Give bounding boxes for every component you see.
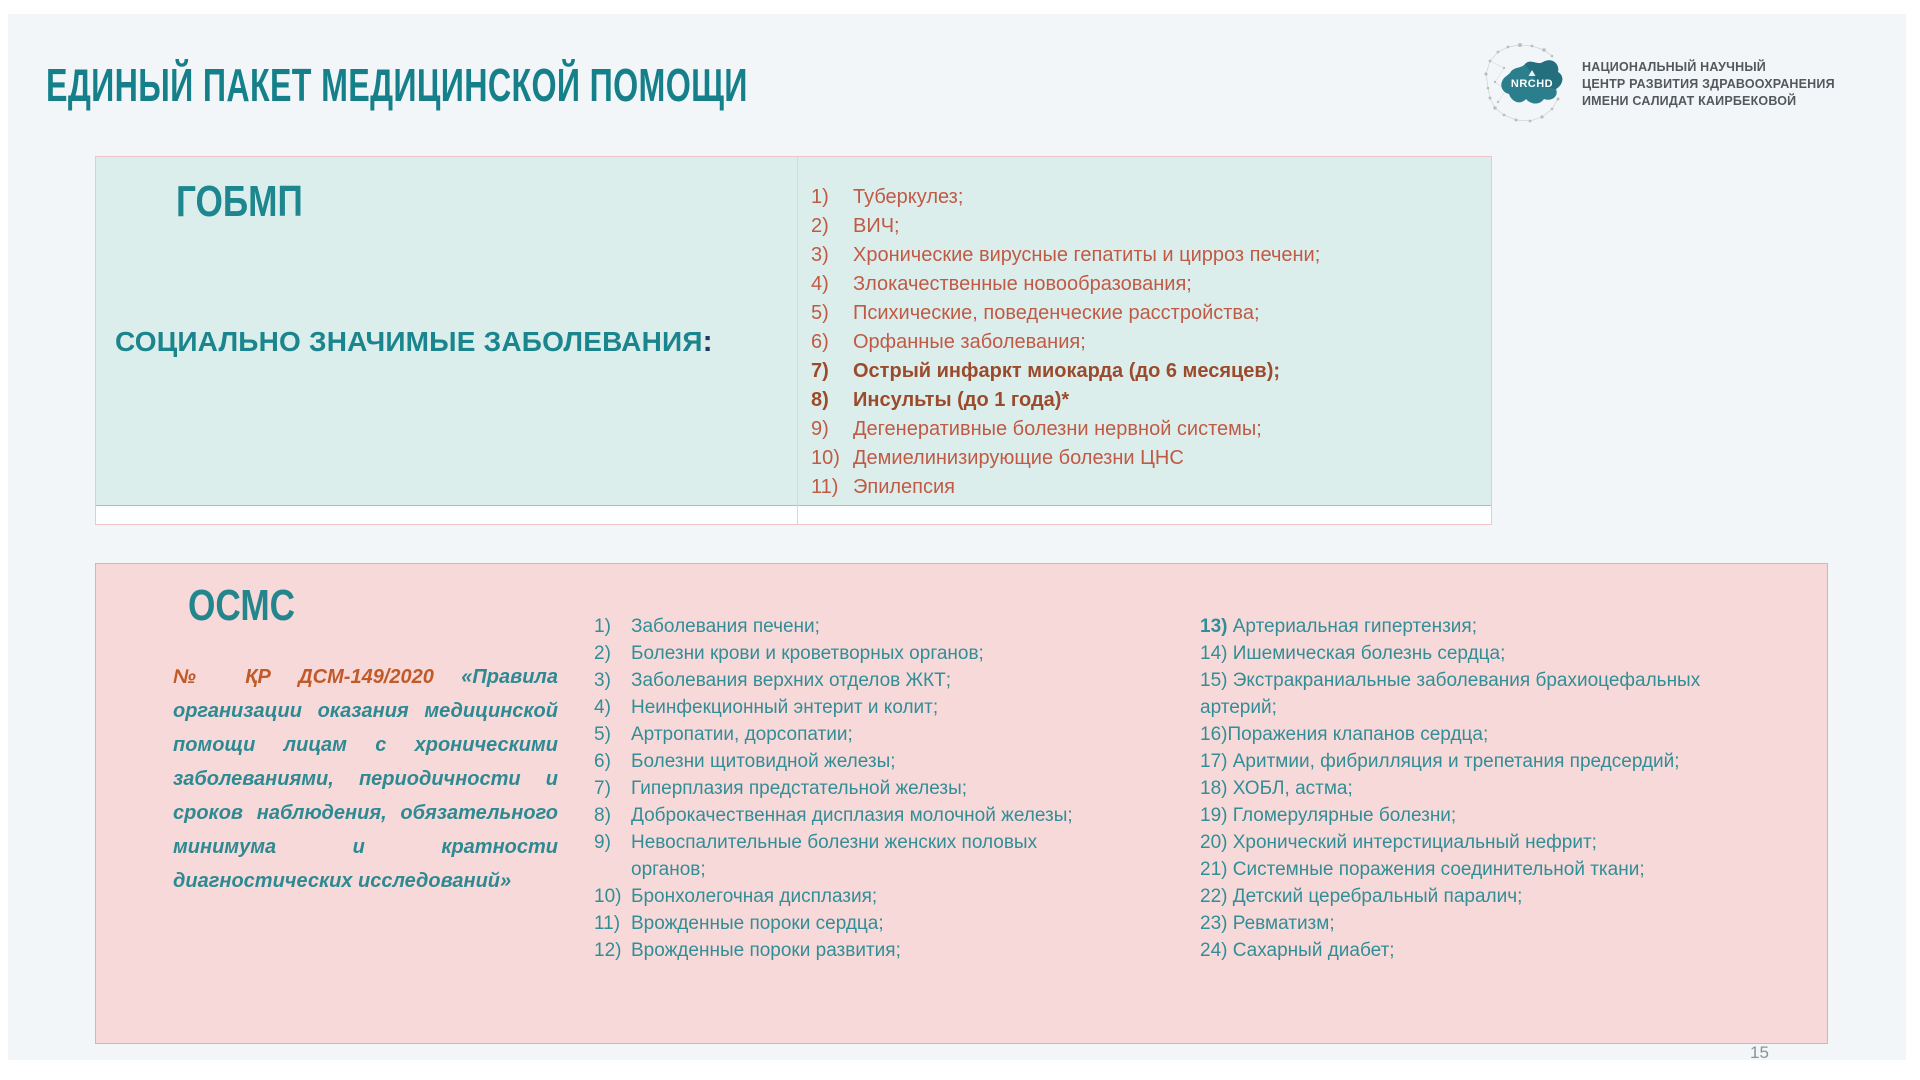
- logo-acronym: NRCHD: [1510, 78, 1554, 90]
- list-item: [811, 386, 1476, 415]
- list-item-text: Острый инфаркт миокарда (до 6 месяцев);: [853, 360, 1281, 382]
- list-item-text: Врожденные пороки развития;: [631, 940, 901, 961]
- list-item-text: Демиелинизирующие болезни ЦНС: [853, 447, 1184, 469]
- list-item-text: Заболевания печени;: [631, 616, 820, 637]
- list-item-number: 5): [811, 302, 829, 324]
- list-item: [811, 241, 1476, 270]
- list-item: [1200, 829, 1720, 856]
- list-item: [1200, 856, 1720, 883]
- gobmp-column-divider: [797, 157, 798, 524]
- list-item: [1200, 667, 1720, 721]
- list-item-number: 23): [1200, 913, 1228, 934]
- list-item: [1200, 640, 1720, 667]
- list-item: [594, 910, 1091, 937]
- list-item-number: 9): [594, 832, 611, 853]
- gobmp-subheader-colon: :: [702, 325, 713, 358]
- list-item: [594, 883, 1091, 910]
- list-item-number: 9): [811, 418, 829, 440]
- org-name-line: НАЦИОНАЛЬНЫЙ НАУЧНЫЙ: [1582, 59, 1766, 74]
- gobmp-box-main: [96, 157, 1491, 505]
- list-item-text: Психические, поведенческие расстройства;: [853, 302, 1260, 324]
- list-item-text: Гиперплазия предстательной железы;: [631, 778, 967, 799]
- list-item: [811, 299, 1476, 328]
- list-item-text: ВИЧ;: [853, 215, 900, 237]
- osms-regulation: [173, 660, 558, 898]
- list-item: [594, 829, 1091, 883]
- list-item-number: 3): [594, 670, 611, 691]
- list-item: [1200, 910, 1720, 937]
- list-item-text: Болезни щитовидной железы;: [631, 751, 896, 772]
- list-item-number: 6): [811, 331, 829, 353]
- list-item-number: 8): [594, 805, 611, 826]
- list-item: [1200, 937, 1720, 964]
- list-item-text: Болезни крови и кроветворных органов;: [631, 643, 984, 664]
- list-item-number: 11): [811, 476, 839, 498]
- org-name: [1582, 59, 1835, 110]
- list-item-number: 14): [1200, 643, 1228, 664]
- list-item: [811, 270, 1476, 299]
- list-item-number: 10): [811, 447, 840, 469]
- list-item-number: 7): [811, 360, 829, 382]
- list-item: [1200, 802, 1720, 829]
- org-name-line: ИМЕНИ САЛИДАТ КАИРБЕКОВОЙ: [1582, 93, 1797, 108]
- list-item: [594, 937, 1091, 964]
- osms-disease-list-13-24: [1200, 613, 1720, 964]
- list-item: [594, 667, 1091, 694]
- list-item-number: 4): [594, 697, 611, 718]
- org-logo: [1480, 42, 1835, 126]
- list-item-text: Невоспалительные болезни женских половых органов;: [631, 832, 1038, 880]
- gobmp-subheader: [115, 325, 713, 359]
- list-item-number: 15): [1200, 670, 1228, 691]
- list-item-text: Доброкачественная дисплазия молочной железы;: [631, 805, 1073, 826]
- slide-background: [8, 14, 1906, 1060]
- list-item-number: 20): [1200, 832, 1228, 853]
- list-item-number: 10): [594, 886, 622, 907]
- list-item-text: Врожденные пороки сердца;: [631, 913, 884, 934]
- list-item-text: Заболевания верхних отделов ЖКТ;: [631, 670, 952, 691]
- list-item-number: 7): [594, 778, 611, 799]
- list-item-number: 22): [1200, 886, 1228, 907]
- page-number: 15: [1750, 1043, 1769, 1062]
- gobmp-disease-list: [811, 183, 1476, 502]
- list-item-number: 12): [594, 940, 622, 961]
- list-item-text: Бронхолегочная дисплазия;: [631, 886, 878, 907]
- list-item-text: Гломерулярные болезни;: [1227, 805, 1457, 826]
- list-item: [1200, 883, 1720, 910]
- org-name-line: ЦЕНТР РАЗВИТИЯ ЗДРАВООХРАНЕНИЯ: [1582, 76, 1835, 91]
- list-item-text: Орфанные заболевания;: [853, 331, 1086, 353]
- list-item-number: 1): [811, 186, 829, 208]
- list-item: [1200, 613, 1720, 640]
- list-item-text: Детский церебральный паралич;: [1227, 886, 1523, 907]
- list-item-number: 4): [811, 273, 829, 295]
- gobmp-subheader-text: СОЦИАЛЬНО ЗНАЧИМЫЕ ЗАБОЛЕВАНИЯ: [115, 326, 703, 357]
- list-item: [594, 802, 1091, 829]
- list-item-text: Экстракраниальные заболевания брахиоцефальных артерий;: [1200, 670, 1701, 718]
- list-item-text: Артропатии, дорсопатии;: [631, 724, 853, 745]
- list-item-text: Поражения клапанов сердца;: [1227, 724, 1489, 745]
- list-item-text: Системные поражения соединительной ткани;: [1227, 859, 1645, 880]
- list-item-text: Хронические вирусные гепатиты и цирроз печени;: [853, 244, 1321, 266]
- list-item: [811, 212, 1476, 241]
- list-item-text: Туберкулез;: [853, 186, 964, 208]
- list-item: [811, 357, 1476, 386]
- list-item-number: 2): [594, 643, 611, 664]
- regulation-text: «Правила организации оказания медицинской помощи лицам с хроническими заболеваниями, периодичности и сроков наблюдения, обязательного минимума и кратности диагностических исследований»: [173, 666, 558, 892]
- list-item: [594, 775, 1091, 802]
- osms-header: ОСМС: [188, 581, 296, 630]
- list-item: [811, 444, 1476, 473]
- list-item-number: 3): [811, 244, 829, 266]
- list-item: [594, 748, 1091, 775]
- list-item-number: 8): [811, 389, 829, 411]
- list-item-text: Эпилепсия: [853, 476, 956, 498]
- list-item-number: 17): [1200, 751, 1228, 772]
- list-item: [811, 415, 1476, 444]
- slide-title: ЕДИНЫЙ ПАКЕТ МЕДИЦИНСКОЙ ПОМОЩИ: [46, 59, 748, 111]
- list-item: [1200, 775, 1720, 802]
- list-item-text: Аритмии, фибрилляция и трепетания предсердий;: [1227, 751, 1680, 772]
- list-item-text: Ревматизм;: [1227, 913, 1335, 934]
- list-item-text: Злокачественные новообразования;: [853, 273, 1192, 295]
- list-item-number: 18): [1200, 778, 1228, 799]
- list-item: [1200, 748, 1720, 775]
- list-item-number: 1): [594, 616, 611, 637]
- osms-box: [95, 563, 1828, 1044]
- list-item-text: Артериальная гипертензия;: [1227, 616, 1477, 637]
- gobmp-box: [95, 156, 1492, 525]
- list-item-number: 6): [594, 751, 611, 772]
- list-item-text: ХОБЛ, астма;: [1227, 778, 1353, 799]
- gobmp-box-footer-row: [96, 505, 1491, 524]
- gobmp-header: ГОБМП: [176, 177, 303, 226]
- osms-disease-list-1-12: [594, 613, 1091, 964]
- list-item-text: Дегенеративные болезни нервной системы;: [853, 418, 1262, 440]
- list-item-number: 11): [594, 913, 621, 934]
- list-item-text: Инсульты (до 1 года)*: [853, 389, 1070, 411]
- list-item-number: 21): [1200, 859, 1228, 880]
- list-item: [811, 183, 1476, 212]
- list-item-text: Сахарный диабет;: [1227, 940, 1395, 961]
- list-item: [594, 721, 1091, 748]
- list-item: [811, 473, 1476, 502]
- list-item: [1200, 721, 1720, 748]
- list-item: [594, 613, 1091, 640]
- list-item-number: 5): [594, 724, 611, 745]
- list-item: [594, 640, 1091, 667]
- logo-emblem-icon: [1480, 42, 1572, 126]
- list-item-number: 13): [1200, 616, 1228, 637]
- list-item: [594, 694, 1091, 721]
- list-item-number: 16): [1200, 724, 1228, 745]
- list-item-number: 2): [811, 215, 829, 237]
- list-item-number: 24): [1200, 940, 1228, 961]
- list-item-text: Неинфекционный энтерит и колит;: [631, 697, 939, 718]
- list-item-text: Хронический интерстициальный нефрит;: [1227, 832, 1597, 853]
- list-item-number: 19): [1200, 805, 1228, 826]
- regulation-number: № ҚР ДСМ-149/2020: [173, 666, 434, 688]
- list-item-text: Ишемическая болезнь сердца;: [1227, 643, 1506, 664]
- list-item: [811, 328, 1476, 357]
